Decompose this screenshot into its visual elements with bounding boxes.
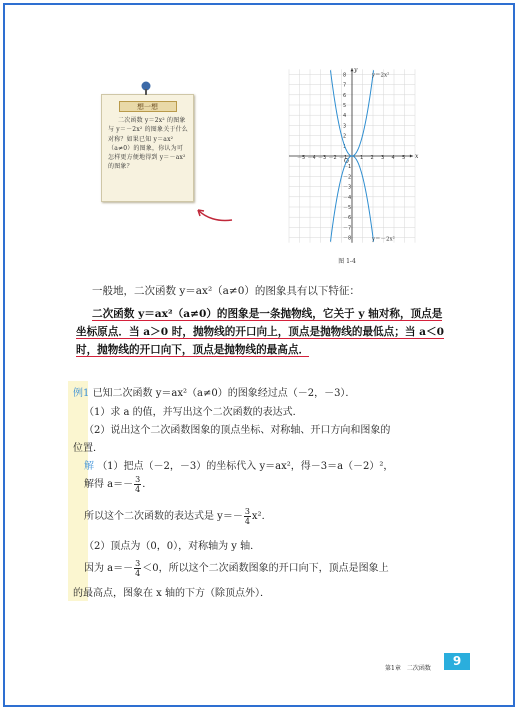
note-title: 想一想: [119, 101, 177, 112]
x-axis-label: x: [415, 153, 419, 160]
y-tick-label: －8: [343, 235, 352, 242]
fraction-numerator: 3: [135, 559, 141, 568]
solution-step-3-end: x²．: [251, 511, 272, 522]
solution-step-1: （1）把点（－2，－3）的坐标代入 y＝ax²，得－3＝a（－2）²，: [97, 461, 394, 472]
y-tick-label: 8: [343, 72, 347, 79]
page-number: 9: [444, 653, 470, 670]
solution-line-4: （2）顶点为（0，0），对称轴为 y 轴．: [84, 541, 261, 552]
intro-paragraph: 一般地，二次函数 y＝ax²（a≠0）的图象具有以下特征：: [92, 285, 360, 297]
fraction-denominator: 4: [244, 517, 250, 526]
fraction-denominator: 4: [135, 569, 141, 578]
y-tick-label: 6: [343, 92, 347, 99]
y-tick-label: －6: [343, 215, 352, 222]
solution-line-2: [84, 475, 152, 494]
y-axis-label: y: [354, 68, 358, 74]
solution-step-5-end: ＜0，所以这个二次函数图象的开口向下，顶点是图象上: [142, 563, 389, 574]
solution-label: 解: [84, 461, 94, 472]
question-1: （1）求 a 的值，并写出这个二次函数的表达式．: [84, 407, 303, 418]
solution-step-2-end: ．: [142, 479, 153, 490]
solution-line-5: [84, 559, 389, 578]
pushpin-icon: [140, 81, 152, 95]
solution-step-5-text: 因为 a＝－: [84, 563, 134, 574]
y-tick-label: 5: [343, 103, 347, 109]
x-tick-label: －4: [307, 155, 316, 161]
x-axis-arrow: [410, 155, 413, 158]
note-body: 二次函数 y＝2x² 的图象与 y＝－2x² 的图象关于什么对称？如果已知 y＝ax²（a≠0）的图象，你认为可怎样更方便地得到 y＝－ax² 的图象？: [108, 117, 189, 171]
y-tick-label: －3: [343, 184, 352, 191]
parabola-graph: [282, 68, 422, 258]
x-tick-label: 4: [391, 155, 395, 161]
fraction: [134, 559, 141, 578]
question-2-line-1: （2）说出这个二次函数图象的顶点坐标、对称轴、开口方向和图象的: [84, 425, 391, 436]
fraction: [134, 475, 141, 494]
x-tick-label: 2: [370, 155, 374, 161]
curve-label-down: y＝－2x²: [371, 236, 395, 243]
solution-line-6: 的最高点，图象在 x 轴的下方（除顶点外）．: [73, 588, 270, 599]
x-tick-label: －5: [297, 155, 306, 161]
fraction-numerator: 3: [244, 507, 250, 516]
question-2-line-2: 位置．: [73, 443, 103, 454]
x-tick-label: 5: [402, 155, 406, 161]
chapter-footer: 第1章 二次函数: [385, 665, 431, 672]
example-statement-line: [73, 384, 355, 399]
figure-caption: 图 1-4: [338, 258, 356, 265]
solution-step-3-text: 所以这个二次函数的表达式是 y＝－: [84, 511, 243, 522]
x-tick-label: －1: [339, 155, 348, 161]
y-tick-label: －5: [343, 205, 352, 211]
solution-step-2-text: 解得 a＝－: [84, 479, 134, 490]
example-block: [68, 381, 450, 601]
origin-label: O: [344, 158, 349, 165]
theorem-part-2: 当 a＞0 时，抛物线的开口向上，顶点是抛物线的最低点；当 a＜0 时，抛物线的开口向下，顶点是抛物线的最高点．: [76, 326, 444, 356]
solution-line-3: [84, 507, 272, 526]
y-tick-label: －7: [343, 225, 352, 232]
fraction-numerator: 3: [135, 475, 141, 484]
solution-line-1: [84, 457, 393, 472]
x-tick-label: 3: [381, 155, 385, 161]
think-note-card: [101, 94, 194, 202]
theorem-box: [76, 305, 450, 359]
y-tick-label: －1: [343, 164, 352, 171]
y-tick-label: －2: [343, 174, 352, 181]
y-tick-label: 2: [343, 133, 347, 140]
curve-label-up: y＝2x²: [371, 72, 390, 79]
y-tick-label: 4: [343, 113, 347, 120]
example-label: 例1: [73, 388, 90, 399]
fraction-denominator: 4: [135, 485, 141, 494]
x-tick-label: －2: [328, 155, 337, 161]
y-tick-label: 7: [343, 82, 347, 89]
fraction: [244, 507, 251, 526]
x-tick-label: －3: [318, 155, 327, 161]
x-tick-label: 1: [360, 155, 364, 161]
theorem-part-1: 二次函数 y＝ax²（a≠0）的图象是一条抛物线，它关于 y 轴对称，顶点是坐标原点．: [76, 308, 443, 338]
y-tick-label: －4: [343, 194, 352, 201]
y-tick-label: 1: [343, 143, 347, 150]
curved-arrow-icon: [194, 204, 234, 224]
example-statement: 已知二次函数 y＝ax²（a≠0）的图象经过点（－2，－3）．: [92, 388, 356, 399]
y-tick-label: 3: [343, 123, 347, 130]
